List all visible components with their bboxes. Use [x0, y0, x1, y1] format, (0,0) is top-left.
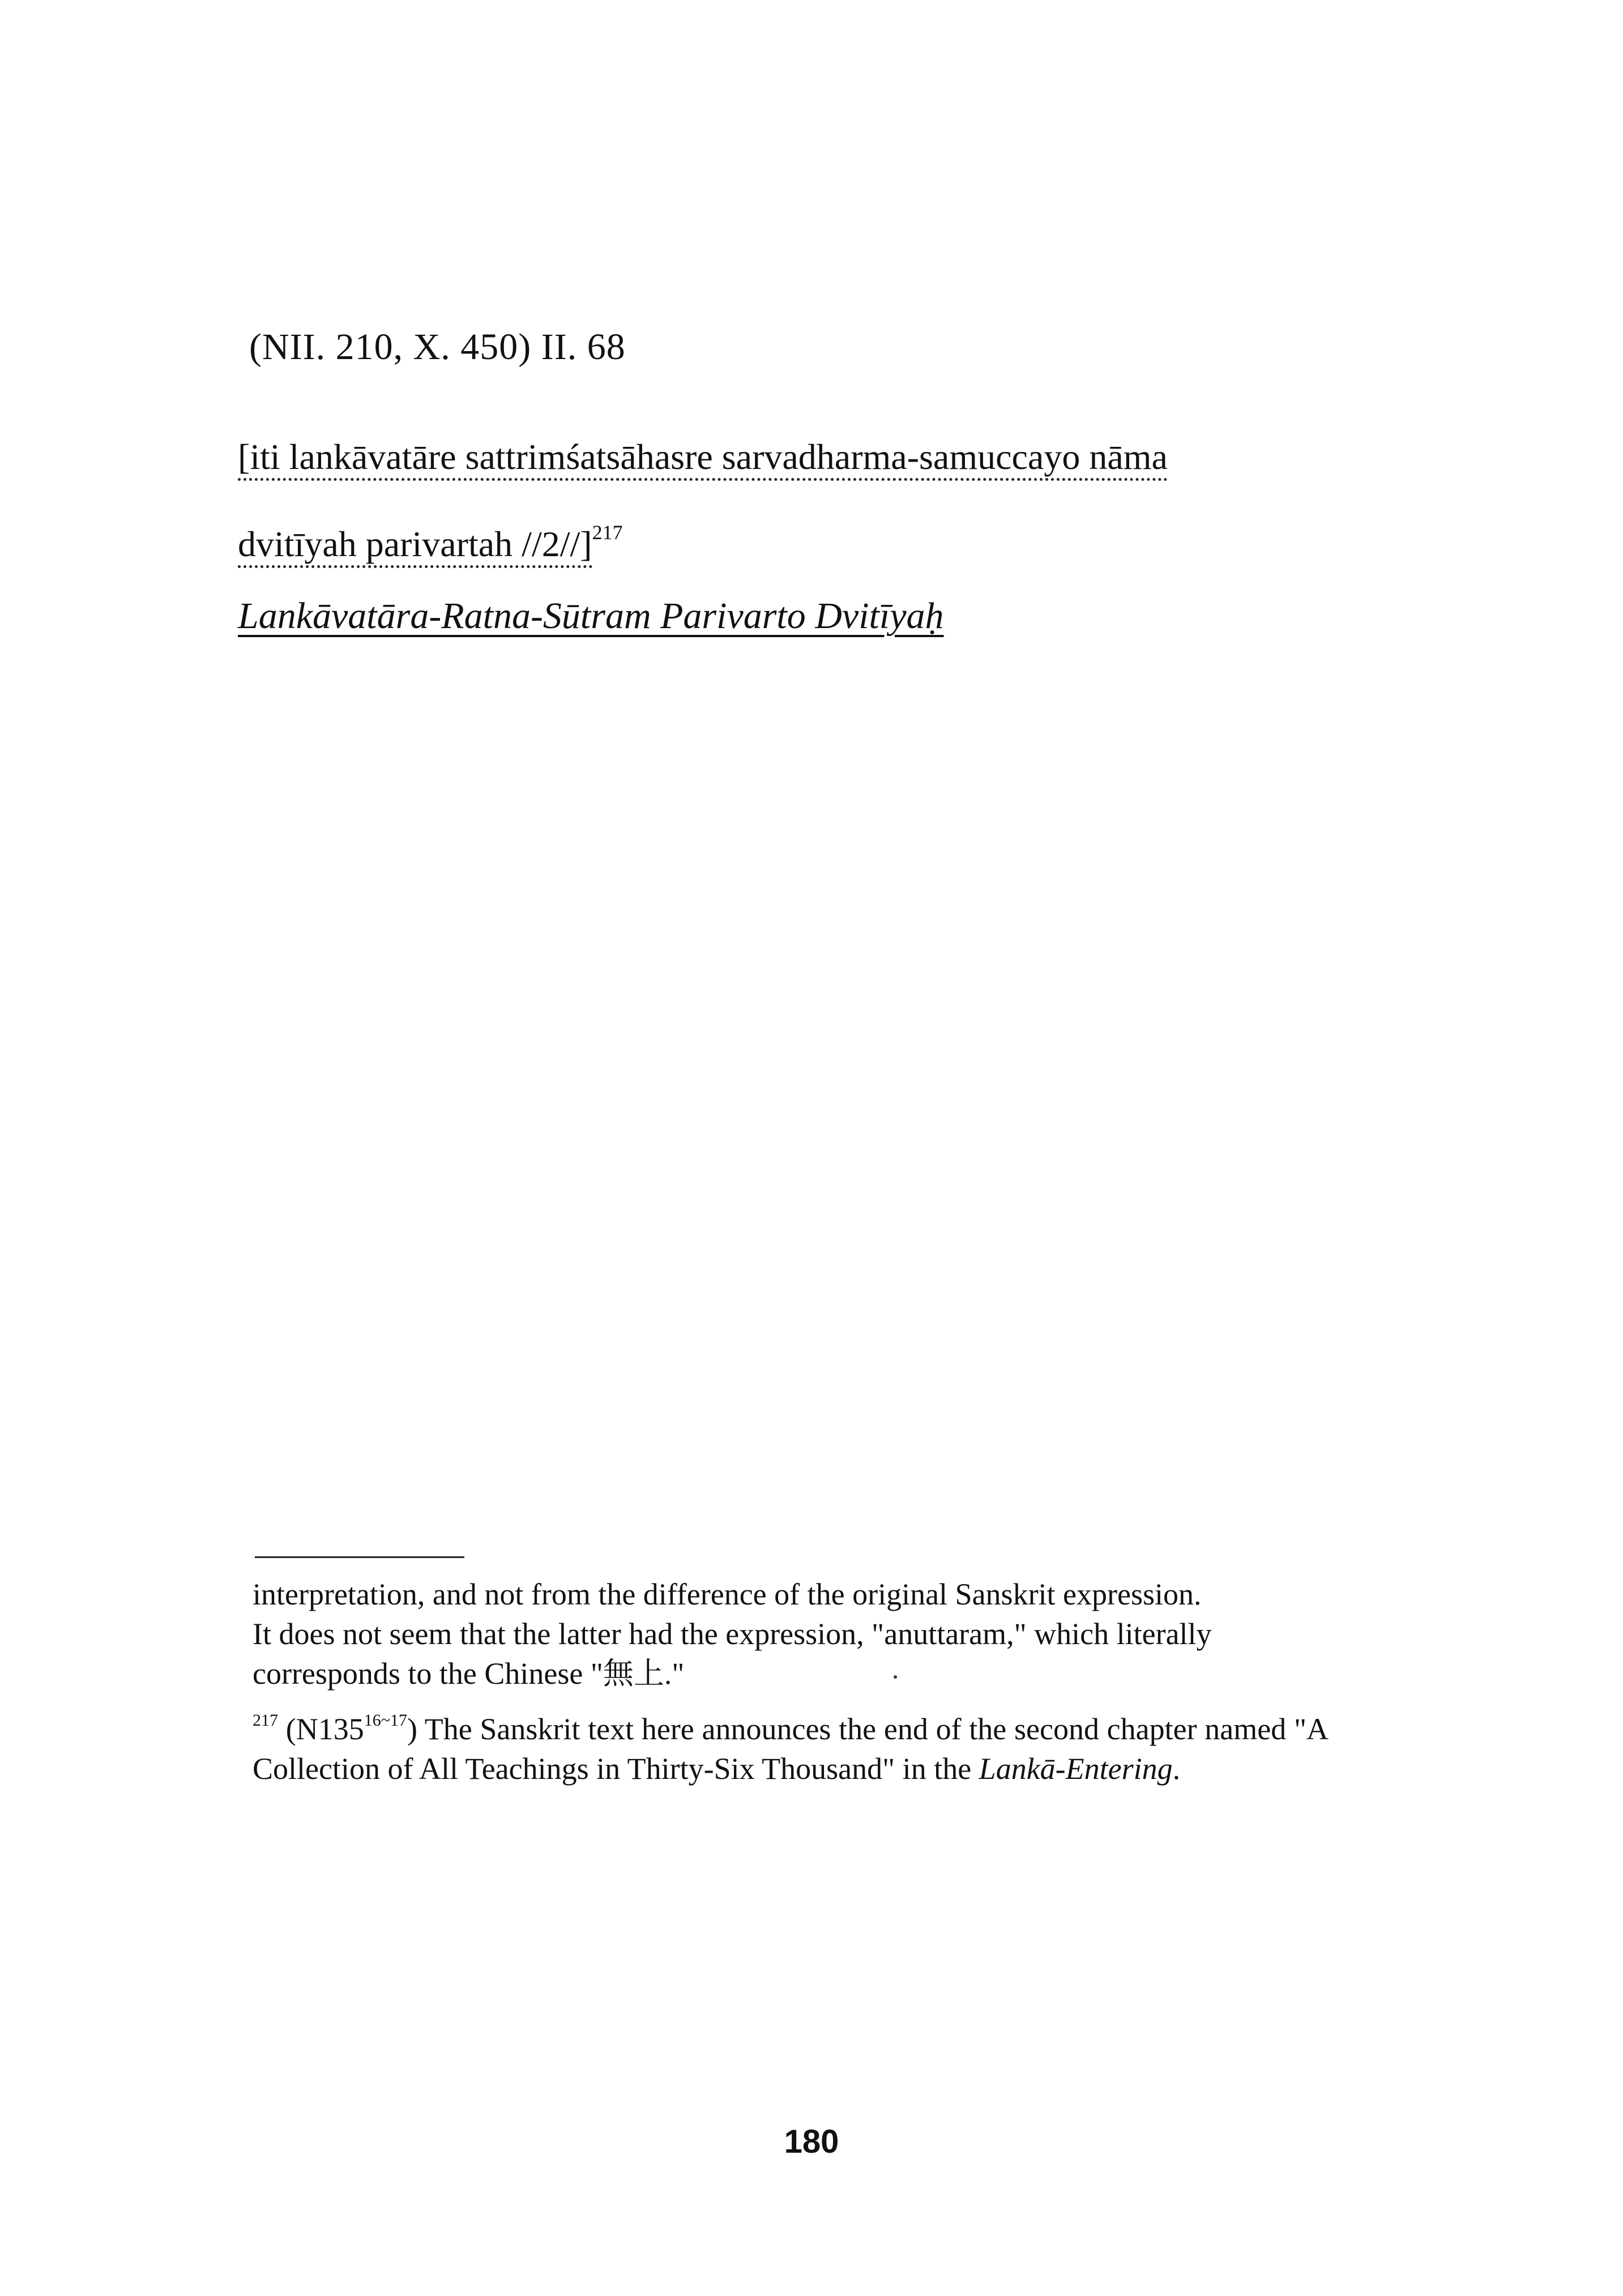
footnote-continuation: [253, 1574, 1329, 1693]
footnote-divider: [255, 1556, 464, 1558]
sanskrit-line-2: dvitīyah parivartah //2//]: [238, 524, 592, 568]
footnote-217-ref-suffix: ): [407, 1712, 417, 1746]
footnote-217-italic: Lankā-Entering: [979, 1752, 1173, 1786]
footnote-cont-line-1: interpretation, and not from the difference of the original Sanskrit expression.: [253, 1577, 1202, 1611]
footnote-217-number: 217: [253, 1711, 278, 1730]
sanskrit-line-1: [iti lankāvatāre sattrimśatsāhasre sarvadharma-samuccayo nāma: [238, 437, 1168, 481]
footnote-217-ref-prefix: (N135: [285, 1712, 364, 1746]
sanskrit-colophon: [238, 413, 1325, 588]
footnote-217: [253, 1709, 1329, 1789]
chapter-title: Lankāvatāra-Ratna-Sūtram Parivarto Dvitīyaḥ: [238, 595, 944, 637]
footnote-cont-line-3: corresponds to the Chinese "無上.": [253, 1657, 685, 1691]
footnote-217-text: The Sanskrit text here announces the end of the second chapter named "A Collection of All Teachings in Thirty-Six Thousand" in the: [253, 1712, 1329, 1786]
footnote-cont-line-2: It does not seem that the latter had the expression, "anuttaram," which literally: [253, 1617, 1212, 1651]
source-reference: (NII. 210, X. 450) II. 68: [249, 326, 626, 368]
footnote-mark-217[interactable]: 217: [592, 521, 623, 544]
page-number: 180: [784, 2123, 839, 2160]
scan-speck: [894, 1675, 897, 1679]
footnote-217-ref-sup: 16~17: [364, 1711, 407, 1730]
footnote-217-end: .: [1172, 1752, 1181, 1786]
